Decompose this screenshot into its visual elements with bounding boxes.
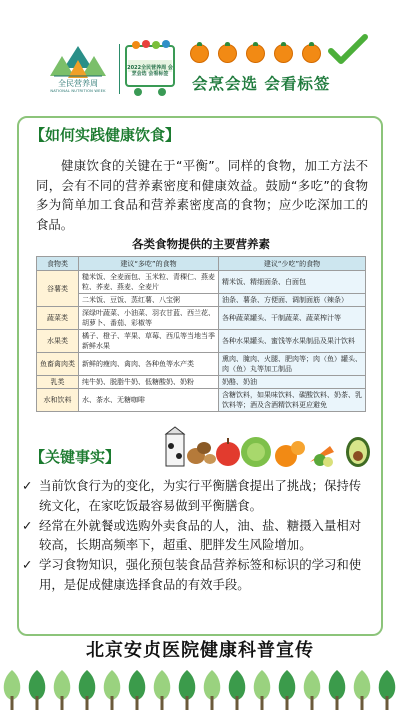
tree-icon <box>329 670 346 710</box>
row-less: 奶酪、奶油 <box>219 376 366 389</box>
table-row <box>37 307 366 330</box>
table-row <box>37 330 366 353</box>
key-facts-list <box>22 476 372 595</box>
row-more: 糙米饭、全麦面包、玉米粒、青稞仁、燕麦粒、荞麦、燕麦、全麦片 <box>79 271 219 294</box>
row-less: 各种水果罐头、蜜饯等水果制品及果汁饮料 <box>219 330 366 353</box>
orange-icon <box>218 44 237 63</box>
row-less: 油条、薯条、方便面、调制面筋（辣条） <box>219 294 366 307</box>
header-more: 建议“多吃”的食物 <box>79 257 219 271</box>
intro-paragraph: 健康饮食的关键在于“平衡”。同样的食物，加工方法不同，会有不同的营养素密度和健康效益。鼓励“多吃”的食物多为简单加工食品和营养素密度高的食物；应少吃深加工的食品。 <box>36 158 368 232</box>
orange-icon <box>275 441 305 467</box>
lettuce-icon <box>241 437 271 467</box>
header-less: 建议“少吃”的食物 <box>219 257 366 271</box>
orange-icon <box>246 44 265 63</box>
tree-icon <box>104 670 121 710</box>
tree-icon <box>304 670 321 710</box>
table-title: 各类食物提供的主要营养素 <box>132 237 270 251</box>
avocado-icon <box>346 437 370 467</box>
food-illustration <box>160 426 375 470</box>
section-title-facts: 【关键事实】 <box>30 448 121 466</box>
check-icon: ✓ <box>22 557 33 573</box>
tree-icon <box>279 670 296 710</box>
row-less: 含糖饮料，如果味饮料、碳酸饮料、奶茶、乳饮料等；酒及含酒精饮料更应避免 <box>219 389 366 412</box>
orange-icon <box>274 44 293 63</box>
fact-text: 经常在外就餐或选购外卖食品的人，油、盐、糖摄入量相对较高，长期高频率下，超重、肥胖发生风险增加。 <box>39 517 362 553</box>
table-row <box>37 294 366 307</box>
logo1-sub: NATIONAL NUTRITION WEEK <box>50 89 106 93</box>
table-header-row <box>37 257 366 271</box>
header <box>0 0 400 100</box>
vegetables-icon <box>310 446 334 467</box>
header-category: 食物类 <box>37 257 79 271</box>
tree-icon <box>179 670 196 710</box>
logo2-text: 2022全民营养周 会烹会选 会看标签 <box>127 65 173 77</box>
row-category: 谷薯类 <box>37 271 79 307</box>
logo-divider <box>119 44 120 94</box>
list-item <box>22 516 372 556</box>
tree-icon <box>54 670 71 710</box>
tree-icon <box>4 670 21 710</box>
milk-carton-icon <box>166 427 184 466</box>
table-row <box>37 353 366 376</box>
orange-icon <box>302 44 321 63</box>
tree-icon <box>79 670 96 710</box>
tree-icon <box>379 670 396 710</box>
list-item <box>22 555 372 595</box>
tree-icon <box>354 670 371 710</box>
table-row <box>37 376 366 389</box>
row-more: 新鲜的瘦肉、禽肉、各种鱼等水产类 <box>79 353 219 376</box>
check-icon: ✓ <box>22 478 33 493</box>
row-less: 熏肉、腌肉、火腿、肥肉等；肉（鱼）罐头、肉（鱼）丸等加工制品 <box>219 353 366 376</box>
row-more: 橘子、橙子、苹果、草莓、西瓜等当地当季新鲜水果 <box>79 330 219 353</box>
row-more: 纯牛奶、脱脂牛奶、低糖酸奶、奶粉 <box>79 376 219 389</box>
row-category: 鱼畜禽肉类 <box>37 353 79 376</box>
checkmark-icon <box>325 33 369 67</box>
nutrient-table <box>36 256 366 412</box>
table-row <box>37 271 366 294</box>
fact-text: 当前饮食行为的变化，为实行平衡膳食提出了挑战；保持传统文化，在家吃饭最容易做到平衡膳食。 <box>39 478 362 513</box>
orange-icon <box>190 44 209 63</box>
footer-title: 北京安贞医院健康科普宣传 <box>86 640 314 661</box>
row-category: 蔬菜类 <box>37 307 79 330</box>
row-category: 水和饮料 <box>37 389 79 412</box>
row-less: 精米饭、精细面条、白面包 <box>219 271 366 294</box>
row-less: 各种蔬菜罐头、干制蔬菜、蔬菜榨汁等 <box>219 307 366 330</box>
tree-icon <box>129 670 146 710</box>
section-title-practice: 【如何实践健康饮食】 <box>30 126 181 144</box>
list-item <box>22 476 372 516</box>
row-category: 水果类 <box>37 330 79 353</box>
row-category: 乳类 <box>37 376 79 389</box>
nuts-icon <box>187 442 216 464</box>
row-more: 水、茶水、无糖咖啡 <box>79 389 219 412</box>
fact-text: 学习食物知识，强化预包装食品营养标签和标识的学习和使用，是促成健康选择食品的有效手段。 <box>39 557 362 592</box>
logo1-name: 全民营养周 <box>58 79 98 88</box>
row-more: 深绿叶蔬菜、小油菜、羽衣甘蓝、西兰花、胡萝卜、番茄、彩椒等 <box>79 307 219 330</box>
tree-icon <box>154 670 171 710</box>
row-more: 二米饭、豆饭、蒸红薯、八宝粥 <box>79 294 219 307</box>
table-row <box>37 389 366 412</box>
tree-icon <box>229 670 246 710</box>
slogan: 会烹会选 会看标签 <box>192 75 331 93</box>
tree-icon <box>29 670 46 710</box>
tree-row-decoration <box>0 662 400 711</box>
tree-icon <box>254 670 271 710</box>
tree-icon <box>204 670 221 710</box>
apple-icon <box>216 438 240 466</box>
check-icon: ✓ <box>22 517 33 533</box>
